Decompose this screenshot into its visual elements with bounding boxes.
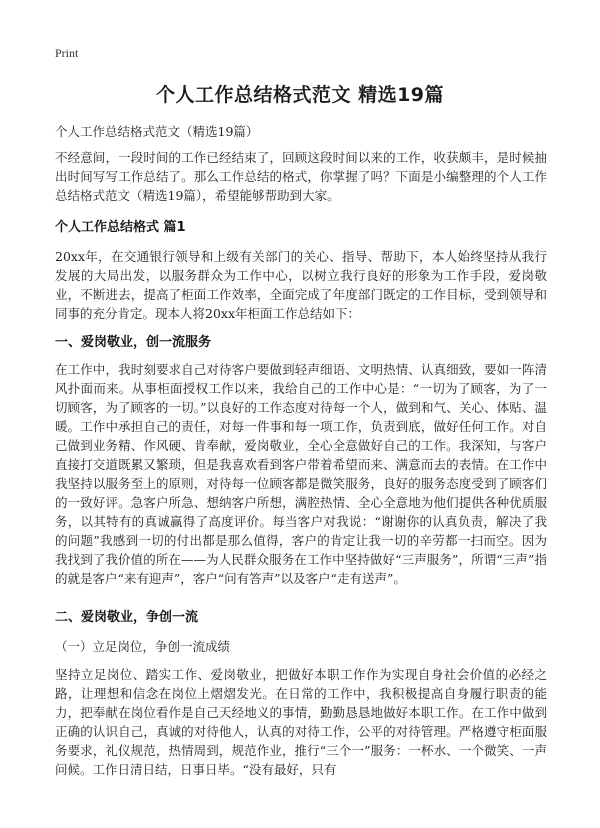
section-1-paragraph: 在工作中，我时刻要求自己对待客户要做到轻声细语、文明热情、认真细致，要如一阵清风扑面而来。从事柜面授权工作以来，我给自己的工作中心是：“一切为了顾客，为了一切顾客，为了顾客的一切。”以良好的工作态度对待每一个人，做到和气、关心、体贴、温暖。工作中承担自己的责任，对每一件事和每一项工作，负责到底，做好任何工作。对自己做到业务精、作风硬、肯奉献，爱岗敬业，全心全意做好自己的工作。我深知，与客户直接打交道既累又繁琐，但是我喜欢看到客户带着希望而来、满意而去的表情。在工作中我坚持以服务至上的原则，对待每一位顾客都是微笑服务，良好的服务态度受到了顾客们的一致好评。急客户所急、想纳客户所想，满腔热情、全心全意地为他们提供各种优质服务，以其特有的真诚赢得了高度评价。每当客户对我说：“谢谢你的认真负责，解决了我的问题”我感到一切的付出都是那么值得，客户的肯定让我一切的辛劳都一扫而空。因为我找到了我价值的所在——为人民群众服务在工作中坚持做好“三声服务”，所谓“三声”指的就是客户“来有迎声”，客户“问有答声”以及客户“走有送声”。 (55, 362, 547, 586)
section-2-paragraph: 坚持立足岗位、踏实工作、爱岗敬业，把做好本职工作作为实现自身社会价值的必经之路，让理想和信念在岗位上熠熠发光。在日常的工作中，我积极提高自身履行职责的能力，把奉献在岗位看作是自己天经地义的事情，勤勤恳恳地做好本职工作。在工作中做到正确的认识自己，真诚的对待他人，认真的对待工作，公平的对待管理。严格遵守柜面服务要求，礼仪规范，热情周到，规范作业，推行“三个一”服务：一杯水、一个微笑、一声问候。工作日清日结，日事日毕。“没有最好，只有 (55, 667, 547, 777)
print-label: Print (55, 46, 79, 60)
intro-paragraph: 不经意间，一段时间的工作已经结束了，回顾这段时间以来的工作，收获颇丰，是时候抽出时间写写工作总结了。那么工作总结的格式，你掌握了吗？下面是小编整理的个人工作总结格式范文（精选19篇），希望能够帮助到大家。 (55, 150, 547, 203)
section-heading-1: 一、爱岗敬业，创一流服务 (55, 335, 212, 350)
document-subtitle: 个人工作总结格式范文（精选19篇） (55, 124, 259, 139)
document-title: 个人工作总结格式范文 精选19篇 (155, 84, 445, 106)
article-heading: 个人工作总结格式 篇1 (55, 220, 186, 235)
section-heading-2: 二、爱岗敬业，争创一流 (55, 610, 199, 625)
article-paragraph: 20xx年，在交通银行领导和上级有关部门的关心、指导、帮助下，本人始终坚持从我行发展的大局出发，以服务群众为工作中心，以树立我行良好的形象为工作手段，爱岗敬业，不断进去，提高了柜面工作效率，全面完成了年度部门既定的工作目标，受到领导和同事的充分肯定。现本人将20xx年柜面工作总结如下： (55, 249, 547, 321)
section-2-subheading: （一）立足岗位，争创一流成绩 (55, 639, 231, 654)
